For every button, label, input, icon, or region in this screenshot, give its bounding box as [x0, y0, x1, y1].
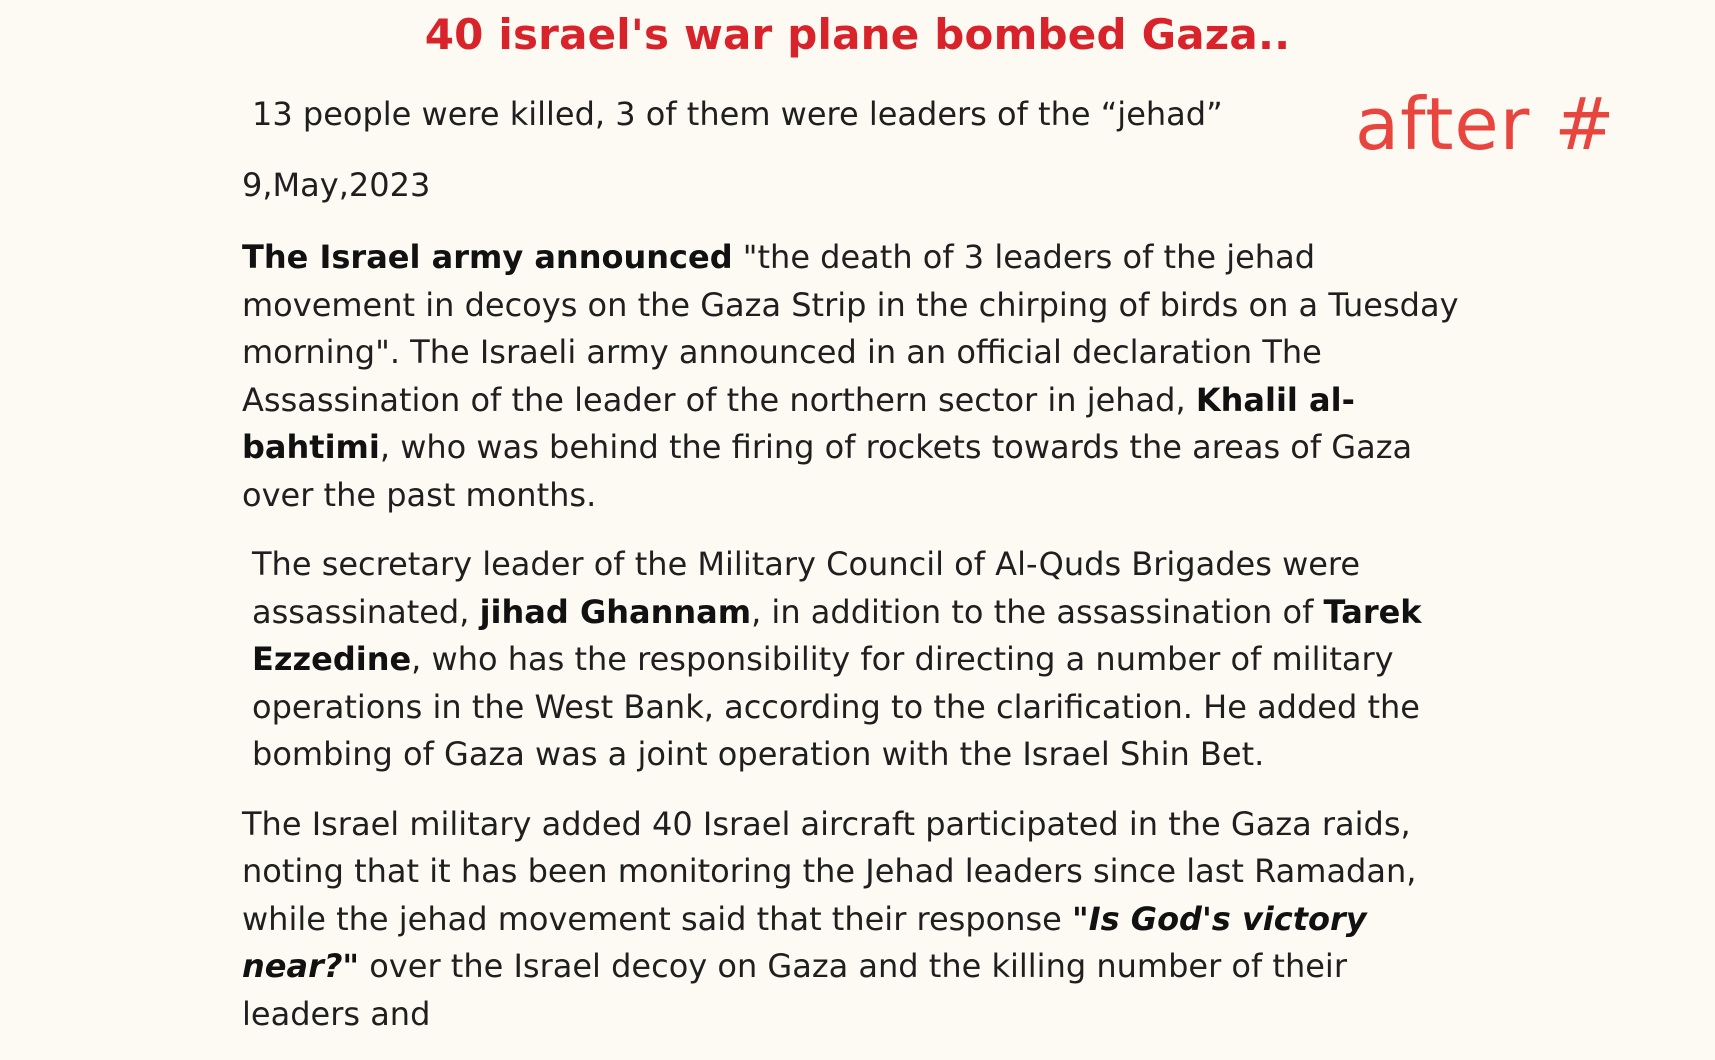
article-body — [242, 234, 1472, 1060]
name-khalil-al-bahtimi: Khalil al-bahtimi — [242, 380, 1355, 466]
quote-gods-victory: "Is God's victory near?" — [242, 899, 1367, 985]
paragraph-1 — [242, 234, 1472, 519]
name-tarek-ezzedine: Tarek Ezzedine — [252, 592, 1422, 678]
paragraph-2-text-c: , who has the responsibility for directing a number of military operations in the West Bank, according to the clarification. He added the bombing of Gaza was a joint operation with the Israel Shin Bet. — [252, 640, 1420, 773]
name-jihad-ghannam: jihad Ghannam — [479, 592, 752, 631]
paragraph-1-text-a: "the death of 3 leaders of the jehad movement in decoys on the Gaza Strip in the chirping of birds on a Tuesday morning". The Israeli army announced in an official declaration The Assassination of the leader of the northern sector in jehad, — [242, 238, 1459, 419]
paragraph-2-text-a: The secretary leader of the Military Council of Al-Quds Brigades were assassinated, — [252, 545, 1361, 631]
paragraph-2 — [242, 541, 1472, 779]
paragraph-3 — [242, 801, 1472, 1039]
headline: 40 israel's war plane bombed Gaza.. — [424, 10, 1291, 59]
subheadline: 13 people were killed, 3 of them were leaders of the “jehad” — [252, 95, 1223, 133]
paragraph-3-text-b: over the Israel decoy on Gaza and the killing number of their leaders and — [242, 947, 1347, 1033]
paragraph-1-lead: The Israel army announced — [242, 238, 733, 276]
paragraph-1-text-b: , who was behind the firing of rockets towards the areas of Gaza over the past months. — [242, 428, 1413, 514]
paragraph-3-text-a: The Israel military added 40 Israel aircraft participated in the Gaza raids, noting that it has been monitoring the Jehad leaders since last Ramadan, while the jehad movement said that their response — [242, 804, 1417, 938]
after-hashtag-overlay: after # — [1355, 82, 1616, 166]
paragraph-2-text-b: , in addition to the assassination of — [751, 592, 1324, 631]
article-date: 9,May,2023 — [242, 166, 431, 204]
